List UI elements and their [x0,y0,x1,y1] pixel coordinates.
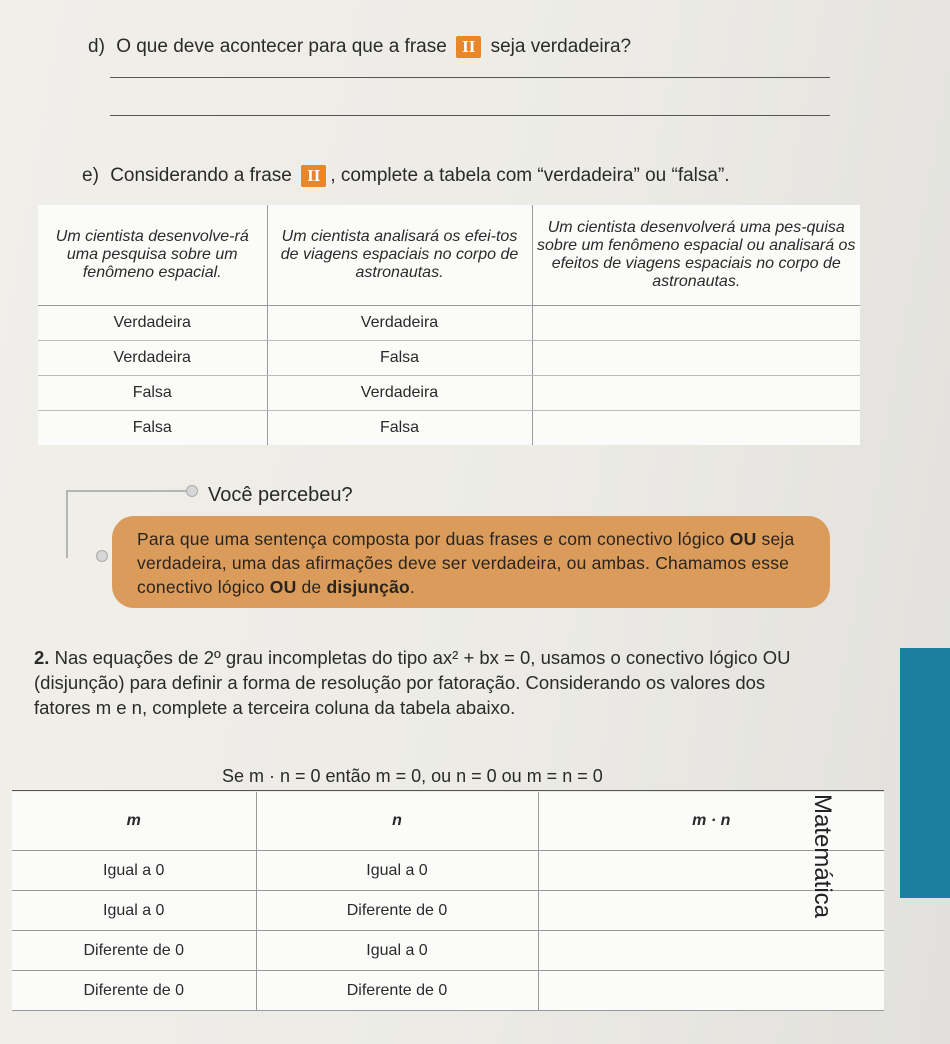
callout-title: Você percebeu? [208,484,353,506]
question-e-letter: e) [82,165,99,186]
table-cell: Igual a 0 [12,851,256,891]
table-header-row [12,792,884,851]
answer-cell[interactable] [532,410,860,445]
question-2-line-2: (disjunção) para definir a forma de resolução por fatoração. Considerando os valores dos [34,672,766,693]
table-cell: Verdadeira [267,375,532,410]
question-d-text-end: seja verdadeira? [490,36,632,57]
callout-text-1: Para que uma sentença composta por duas frases e com conectivo lógico [137,529,725,549]
bracket-dot [186,485,198,497]
table-header-row [38,205,860,305]
question-2 [34,645,894,720]
callout-text-4: . [409,577,415,597]
table-caption: Se m · n = 0 então m = 0, ou n = 0 ou m = n = 0 [222,766,603,786]
caption-rule [12,790,884,791]
table-cell: Igual a 0 [256,851,538,891]
question-d-letter: d) [88,36,105,57]
table-cell: Diferente de 0 [12,931,256,971]
callout-ou-1: OU [729,529,757,549]
bracket-dot [96,550,108,562]
question-2-number: 2. [34,647,50,668]
table-row [12,931,884,971]
subject-tab-label: Matemática [809,793,836,919]
table-cell: Igual a 0 [256,931,538,971]
answer-cell[interactable] [532,375,860,410]
sentence-badge-ii: II [301,165,326,187]
table-cell: Falsa [267,410,532,445]
table-row [38,375,860,410]
answer-line-2[interactable] [110,115,830,116]
table-cell: Falsa [267,340,532,375]
question-2-line-1: Nas equações de 2º grau incompletas do tipo ax² + bx = 0, usamos o conectivo lógico OU [54,647,791,668]
table-cell: Diferente de 0 [256,891,538,931]
question-d [88,36,631,58]
table-cell: Falsa [38,410,267,445]
table-row [38,305,860,340]
column-header: m [12,792,256,851]
answer-line-1[interactable] [110,77,830,78]
truth-table [38,205,860,445]
table-cell: Igual a 0 [12,891,256,931]
question-e-text-end: , complete a tabela com “verdadeira” ou “falsa”. [330,165,730,186]
table-cell: Verdadeira [267,305,532,340]
callout-text [137,527,827,599]
question-e [82,165,730,187]
table-row [38,340,860,375]
question-d-text: O que deve acontecer para que a frase [116,36,447,57]
question-e-text: Considerando a frase [110,165,292,186]
table-cell: Falsa [38,375,267,410]
sentence-badge-ii: II [456,36,481,58]
table-cell: Verdadeira [38,305,267,340]
callout-term: disjunção [326,577,410,597]
table-row [12,891,884,931]
table-row [12,851,884,891]
column-header: m · n [538,792,884,851]
table-row [38,410,860,445]
answer-cell[interactable] [538,971,884,1011]
callout-text-3: de [301,577,322,597]
callout-ou-2: OU [269,577,297,597]
subject-tab [900,648,950,898]
question-2-line-3: fatores m e n, complete a terceira coluna da tabela abaixo. [34,697,516,718]
answer-cell[interactable] [532,305,860,340]
column-header: Um cientista analisará os efei-tos de viagens espaciais no corpo de astronautas. [267,205,532,305]
callout-text-2: seja verdadeira, uma das afirmações deve ser verdadeira, ou ambas. Chamamos esse conectivo lógico [137,529,795,597]
table-cell: Verdadeira [38,340,267,375]
factor-table [12,792,884,1011]
answer-cell[interactable] [532,340,860,375]
table-cell: Diferente de 0 [12,971,256,1011]
column-header: Um cientista desenvolverá uma pes-quisa sobre um fenômeno espacial ou analisará os efeitos de viagens espaciais no corpo de astronautas. [532,205,860,305]
column-header: n [256,792,538,851]
table-row [12,971,884,1011]
column-header: Um cientista desenvolve-rá uma pesquisa sobre um fenômeno espacial. [38,205,267,305]
table-cell: Diferente de 0 [256,971,538,1011]
